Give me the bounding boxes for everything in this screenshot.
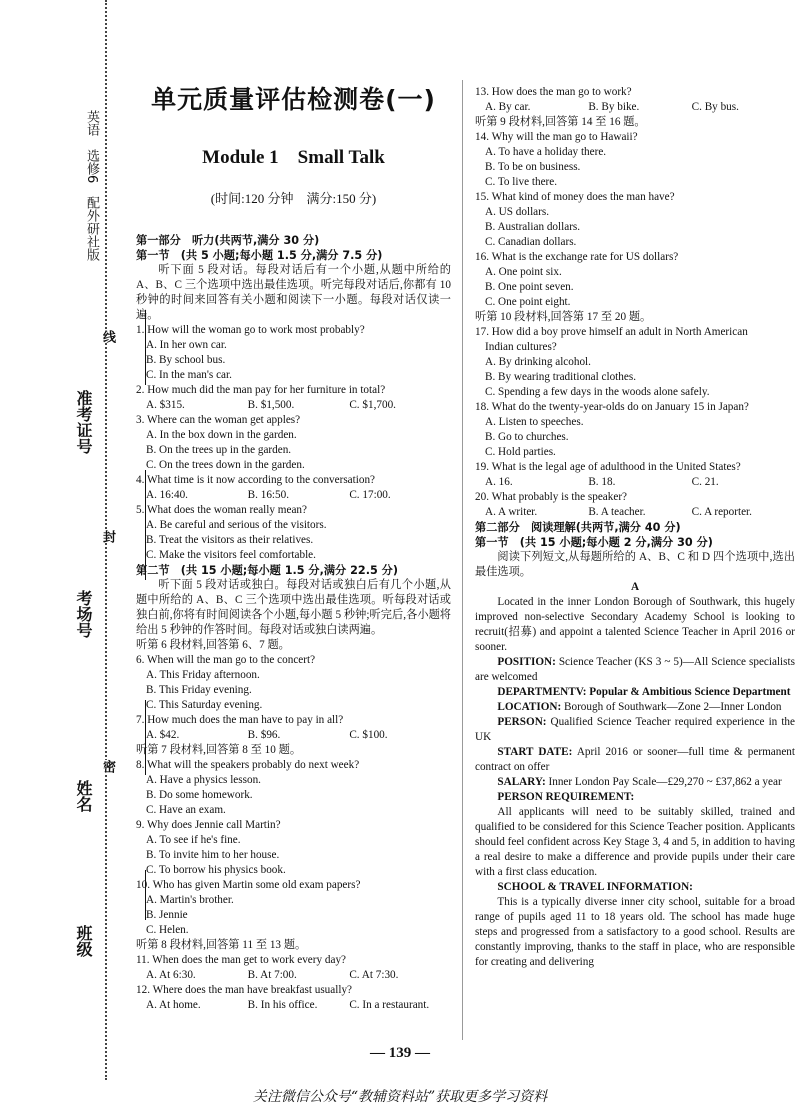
question: 20. What probably is the speaker? [475, 491, 628, 503]
binding-margin [58, 0, 118, 1114]
option: A. Be careful and serious of the visitors. [146, 519, 327, 531]
option-row [475, 505, 795, 520]
ad-field [475, 745, 795, 775]
question: 18. What do the twenty-year-olds do on January 15 in Japan? [475, 401, 749, 413]
section-heading: 第二部分 阅读理解(共两节,满分 40 分) [475, 521, 681, 534]
question: 3. Where can the woman get apples? [136, 414, 301, 426]
option: B. By wearing traditional clothes. [485, 371, 636, 383]
option: B. One point seven. [485, 281, 574, 293]
option: A. Listen to speeches. [485, 416, 584, 428]
question: 12. Where does the man have breakfast usually? [136, 984, 353, 996]
question: 14. Why will the man go to Hawaii? [475, 131, 638, 143]
ad-field-value: Borough of Southwark—Zone 2—Inner London [561, 701, 782, 713]
option: B. To invite him to her house. [146, 849, 280, 861]
question: 听第 8 段材料,回答第 11 至 13 题。 [136, 939, 307, 951]
option: A. At 6:30. [146, 969, 196, 981]
section-heading: 第一节 (共 5 小题;每小题 1.5 分,满分 7.5 分) [136, 249, 383, 262]
option: A. This Friday afternoon. [146, 669, 260, 681]
module-title: Module 1 Small Talk [202, 147, 385, 168]
passage-label: A [630, 581, 640, 593]
option: A. By drinking alcohol. [485, 356, 591, 368]
option: A. To have a holiday there. [485, 146, 607, 158]
ad-field-label: PERSON REQUIREMENT: [497, 791, 635, 803]
cut-mark-fold: 封 [101, 530, 116, 543]
page-title: 单元质量评估检测卷(一) [151, 85, 436, 114]
paragraph: 听下面 5 段对话。每段对话后有一个小题,从题中所给的 A、B、C 三个选项中选出最佳选项。听完每段对话后,你都有 10 秒钟的时间来回答有关小题和阅读下一小题。每段对话仅读一遍。 [136, 264, 451, 321]
left-column [136, 233, 451, 1013]
option: B. $96. [247, 729, 281, 741]
option: B. Treat the visitors as their relatives. [146, 534, 314, 546]
option: C. Helen. [146, 924, 189, 936]
ad-field [475, 880, 795, 895]
question: 听第 10 段材料,回答第 17 至 20 题。 [475, 311, 652, 323]
ad-field [475, 775, 795, 790]
option: C. By bus. [691, 101, 739, 113]
option: B. Do some homework. [146, 789, 253, 801]
option-row [475, 475, 795, 490]
question: 4. What time is it now according to the conversation? [136, 474, 376, 486]
time-info: (时间:120 分钟 满分:150 分) [210, 191, 377, 206]
ad-field [475, 790, 795, 805]
option: C. Spending a few days in the woods alone safely. [485, 386, 710, 398]
question: 1. How will the woman go to work most probably? [136, 324, 365, 336]
paragraph: All applicants will need to be suitably skilled, trained and qualified to be considered for this Science Teacher position. Applicants should feel confident across Key Stage 3, 4 and 5, in addition to having a real desire to make a difference and provide pupils under their care with a first class education. [475, 806, 795, 878]
option: A. At home. [146, 999, 201, 1011]
paragraph: Located in the inner London Borough of Southwark, this hugely improved non-selective Secondary Academy School is looking to recruit(招募) and appoint a talented Science Teacher in April 2016 or sooner. [475, 596, 795, 653]
option: A. US dollars. [485, 206, 550, 218]
question: 听第 7 段材料,回答第 8 至 10 题。 [136, 744, 302, 756]
option: C. In a restaurant. [349, 999, 430, 1011]
name-label: 姓名 [74, 780, 93, 812]
question: 13. How does the man go to work? [475, 86, 632, 98]
option: A. $315. [146, 399, 185, 411]
option: Indian cultures? [485, 341, 557, 353]
option-row [136, 728, 451, 743]
option-row [136, 968, 451, 983]
option: B. In his office. [247, 999, 318, 1011]
cut-mark-seal: 密 [101, 760, 116, 773]
option: A. One point six. [485, 266, 562, 278]
option: C. 21. [691, 476, 719, 488]
option: A. Martin's brother. [146, 894, 234, 906]
question: 6. When will the man go to the concert? [136, 654, 316, 666]
option: A. To see if he's fine. [146, 834, 241, 846]
question: 11. When does the man get to work every day? [136, 954, 347, 966]
option: C. $100. [349, 729, 388, 741]
option: A. $42. [146, 729, 180, 741]
option-row [136, 998, 451, 1013]
option: B. Jennie [146, 909, 188, 921]
right-column [475, 85, 795, 970]
paragraph: 听下面 5 段对话或独白。每段对话或独白后有几个小题,从题中所给的 A、B、C 三个选项中选出最佳选项。听每段对话或独白前,你将有时间阅读各个小题,每小题 5 秒钟;听完后,各小题将给出 5 秒钟的作答时间。每段对话或独白读两遍。 [136, 579, 451, 636]
section-heading: 第一部分 听力(共两节,满分 30 分) [136, 234, 320, 247]
option: C. One point eight. [485, 296, 571, 308]
ad-field-label: DEPARTMENTV: Popular & Ambitious Science Department [497, 686, 791, 698]
subject-label: 英语 选修6 配外研社版 [84, 110, 99, 262]
option: B. To be on business. [485, 161, 581, 173]
option: C. To live there. [485, 176, 558, 188]
question: 15. What kind of money does the man have? [475, 191, 675, 203]
option: C. This Saturday evening. [146, 699, 263, 711]
question: 2. How much did the man pay for her furniture in total? [136, 384, 386, 396]
option: C. To borrow his physics book. [146, 864, 286, 876]
option: B. By school bus. [146, 354, 226, 366]
option: A. In the box down in the garden. [146, 429, 297, 441]
option-row [136, 398, 451, 413]
question: 8. What will the speakers probably do next week? [136, 759, 360, 771]
option: B. 18. [588, 476, 616, 488]
question: 16. What is the exchange rate for US dollars? [475, 251, 679, 263]
option: B. On the trees up in the garden. [146, 444, 292, 456]
ad-field [475, 700, 795, 715]
option-row [136, 488, 451, 503]
page-number: — 139 — [370, 1045, 430, 1061]
option: C. Make the visitors feel comfortable. [146, 549, 316, 561]
option: A. Have a physics lesson. [146, 774, 261, 786]
option: C. In the man's car. [146, 369, 232, 381]
option: A. 16. [485, 476, 513, 488]
option: B. At 7:00. [247, 969, 297, 981]
ad-field-value: Qualified Science Teacher required experience in the UK [475, 716, 795, 743]
option: C. 17:00. [349, 489, 391, 501]
ad-field-value: April 2016 or sooner—full time & permanent contract on offer [475, 746, 795, 773]
question: 19. What is the legal age of adulthood in the United States? [475, 461, 741, 473]
question: 听第 9 段材料,回答第 14 至 16 题。 [475, 116, 646, 128]
paragraph: This is a typically diverse inner city school, suitable for a broad range of pupils aged 11 to 18 years old. The school has made huge steps and progressed from a satisfactory to a good school. Results are constantly improving, thanks to the staff in place, who are responsible for creating and delivering [475, 896, 795, 968]
option: C. At 7:30. [349, 969, 399, 981]
option-row [475, 100, 795, 115]
option: B. This Friday evening. [146, 684, 252, 696]
ad-field [475, 715, 795, 745]
option: B. Go to churches. [485, 431, 569, 443]
ad-field [475, 655, 795, 685]
option: C. A reporter. [691, 506, 752, 518]
ad-field-value: Inner London Pay Scale—£29,270 ~ £37,862 a year [545, 776, 782, 788]
option: A. 16:40. [146, 489, 188, 501]
question: 5. What does the woman really mean? [136, 504, 307, 516]
option: B. A teacher. [588, 506, 646, 518]
option: B. $1,500. [247, 399, 295, 411]
cut-mark-line: 线 [101, 330, 116, 343]
option: C. Canadian dollars. [485, 236, 577, 248]
seat-label: 考场号 [74, 590, 93, 638]
ad-field-value: Science Teacher (KS 3 ~ 5)—All Science specialists are welcomed [475, 656, 795, 683]
question: 7. How much does the man have to pay in all? [136, 714, 344, 726]
option: C. On the trees down in the garden. [146, 459, 305, 471]
ad-field [475, 685, 795, 700]
ad-field-label: PERSON: [497, 716, 547, 728]
exam-no-label: 准考证号 [74, 390, 93, 454]
option: A. A writer. [485, 506, 538, 518]
option: B. 16:50. [247, 489, 290, 501]
footer-note: 关注微信公众号“教辅资料站”获取更多学习资料 [252, 1089, 548, 1105]
option: C. $1,700. [349, 399, 396, 411]
question: 听第 6 段材料,回答第 6、7 题。 [136, 639, 290, 651]
option: B. Australian dollars. [485, 221, 581, 233]
question: 10. Who has given Martin some old exam papers? [136, 879, 361, 891]
option: B. By bike. [588, 101, 640, 113]
ad-field-label: START DATE: [497, 746, 573, 758]
question: 17. How did a boy prove himself an adult in North American [475, 326, 748, 338]
option: C. Hold parties. [485, 446, 556, 458]
ad-field-label: SALARY: [497, 776, 546, 788]
option: C. Have an exam. [146, 804, 226, 816]
section-heading: 第二节 (共 15 小题;每小题 1.5 分,满分 22.5 分) [136, 564, 398, 577]
class-label: 班级 [74, 925, 93, 957]
ad-field-label: SCHOOL & TRAVEL INFORMATION: [497, 881, 693, 893]
ad-field-label: LOCATION: [497, 701, 562, 713]
ad-field-label: POSITION: [497, 656, 556, 668]
option: A. In her own car. [146, 339, 227, 351]
section-heading: 第一节 (共 15 小题;每小题 2 分,满分 30 分) [475, 536, 713, 549]
paragraph: 阅读下列短文,从每题所给的 A、B、C 和 D 四个选项中,选出最佳选项。 [475, 551, 795, 578]
column-divider [462, 80, 463, 1040]
option: A. By car. [485, 101, 531, 113]
question: 9. Why does Jennie call Martin? [136, 819, 281, 831]
